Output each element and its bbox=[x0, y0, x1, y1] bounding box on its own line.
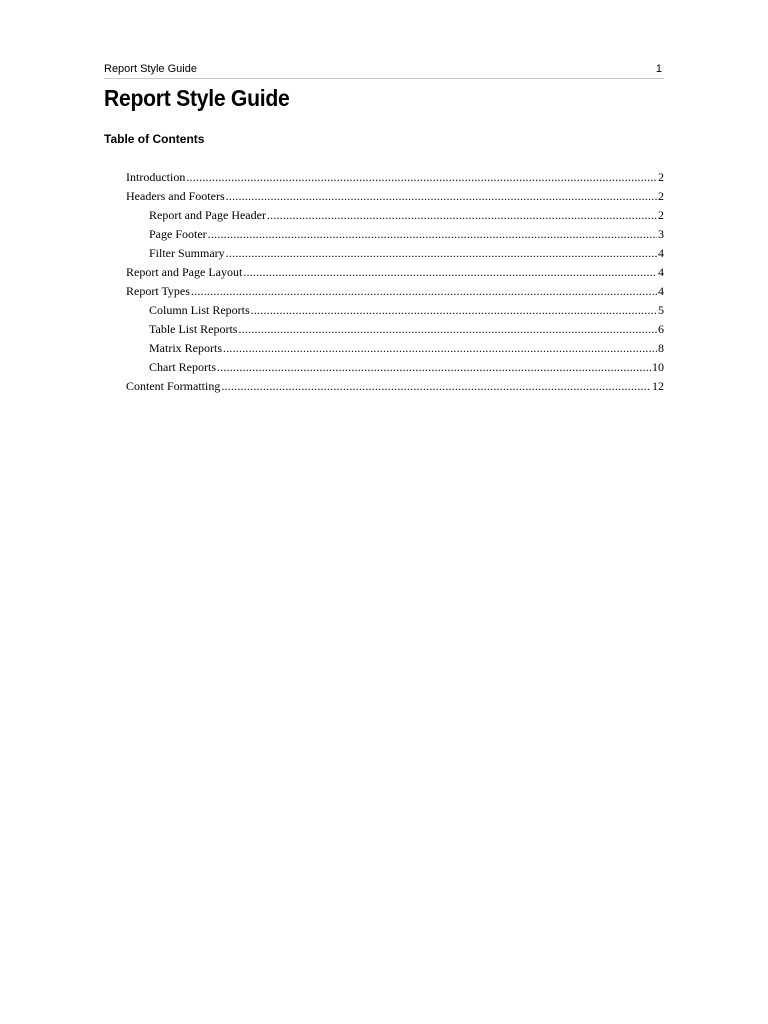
toc-entry-page: 3 bbox=[658, 227, 664, 241]
toc-dot-leader bbox=[251, 301, 657, 320]
toc-entry-label: Report and Page Layout bbox=[126, 265, 243, 279]
toc-entry-report-and-page-layout[interactable] bbox=[126, 263, 664, 282]
toc-entry-page: 2 bbox=[658, 189, 664, 203]
toc-entry-page: 4 bbox=[658, 284, 664, 298]
toc-entry-page: 12 bbox=[652, 379, 664, 393]
toc-dot-leader bbox=[217, 358, 651, 377]
toc-dot-leader bbox=[226, 187, 657, 206]
toc-entry-label: Page Footer bbox=[149, 227, 207, 241]
toc-entry-report-types[interactable] bbox=[126, 282, 664, 301]
toc-entry-page: 10 bbox=[652, 360, 664, 374]
toc-entry-filter-summary[interactable] bbox=[149, 244, 664, 263]
toc-entry-label: Report and Page Header bbox=[149, 208, 266, 222]
toc-entry-page: 2 bbox=[658, 208, 664, 222]
toc-dot-leader bbox=[221, 377, 651, 396]
toc-entry-label: Content Formatting bbox=[126, 379, 221, 393]
toc-entry-introduction[interactable] bbox=[126, 168, 664, 187]
toc-entry-page: 5 bbox=[658, 303, 664, 317]
toc-dot-leader bbox=[238, 320, 657, 339]
toc-dot-leader bbox=[226, 244, 657, 263]
toc-entry-table-list-reports[interactable] bbox=[149, 320, 664, 339]
toc-entry-column-list-reports[interactable] bbox=[149, 301, 664, 320]
toc-heading: Table of Contents bbox=[104, 132, 205, 146]
toc-entry-report-and-page-header[interactable] bbox=[149, 206, 664, 225]
toc-dot-leader bbox=[208, 225, 657, 244]
toc-entry-label: Chart Reports bbox=[149, 360, 216, 374]
running-header bbox=[104, 62, 664, 79]
toc-entry-content-formatting[interactable] bbox=[126, 377, 664, 396]
toc-entry-page: 4 bbox=[658, 246, 664, 260]
toc-entry-label: Matrix Reports bbox=[149, 341, 222, 355]
running-header-page-number: 1 bbox=[655, 63, 662, 75]
toc-dot-leader bbox=[243, 263, 657, 282]
toc-entry-matrix-reports[interactable] bbox=[149, 339, 664, 358]
running-header-title: Report Style Guide bbox=[104, 63, 197, 75]
toc-dot-leader bbox=[191, 282, 657, 301]
toc-entry-page: 6 bbox=[658, 322, 664, 336]
toc-entry-label: Headers and Footers bbox=[126, 189, 225, 203]
toc-entry-page: 8 bbox=[658, 341, 664, 355]
toc-entry-page: 2 bbox=[658, 170, 664, 184]
toc-dot-leader bbox=[186, 168, 657, 187]
document-title: Report Style Guide bbox=[104, 85, 290, 111]
toc-dot-leader bbox=[223, 339, 657, 358]
toc-entry-label: Table List Reports bbox=[149, 322, 238, 336]
table-of-contents bbox=[0, 168, 768, 396]
toc-entry-label: Introduction bbox=[126, 170, 186, 184]
toc-entry-label: Filter Summary bbox=[149, 246, 225, 260]
toc-dot-leader bbox=[267, 206, 657, 225]
toc-entry-label: Column List Reports bbox=[149, 303, 250, 317]
toc-entry-chart-reports[interactable] bbox=[149, 358, 664, 377]
toc-entry-label: Report Types bbox=[126, 284, 190, 298]
toc-entry-page-footer[interactable] bbox=[149, 225, 664, 244]
toc-entry-headers-and-footers[interactable] bbox=[126, 187, 664, 206]
toc-entry-page: 4 bbox=[658, 265, 664, 279]
